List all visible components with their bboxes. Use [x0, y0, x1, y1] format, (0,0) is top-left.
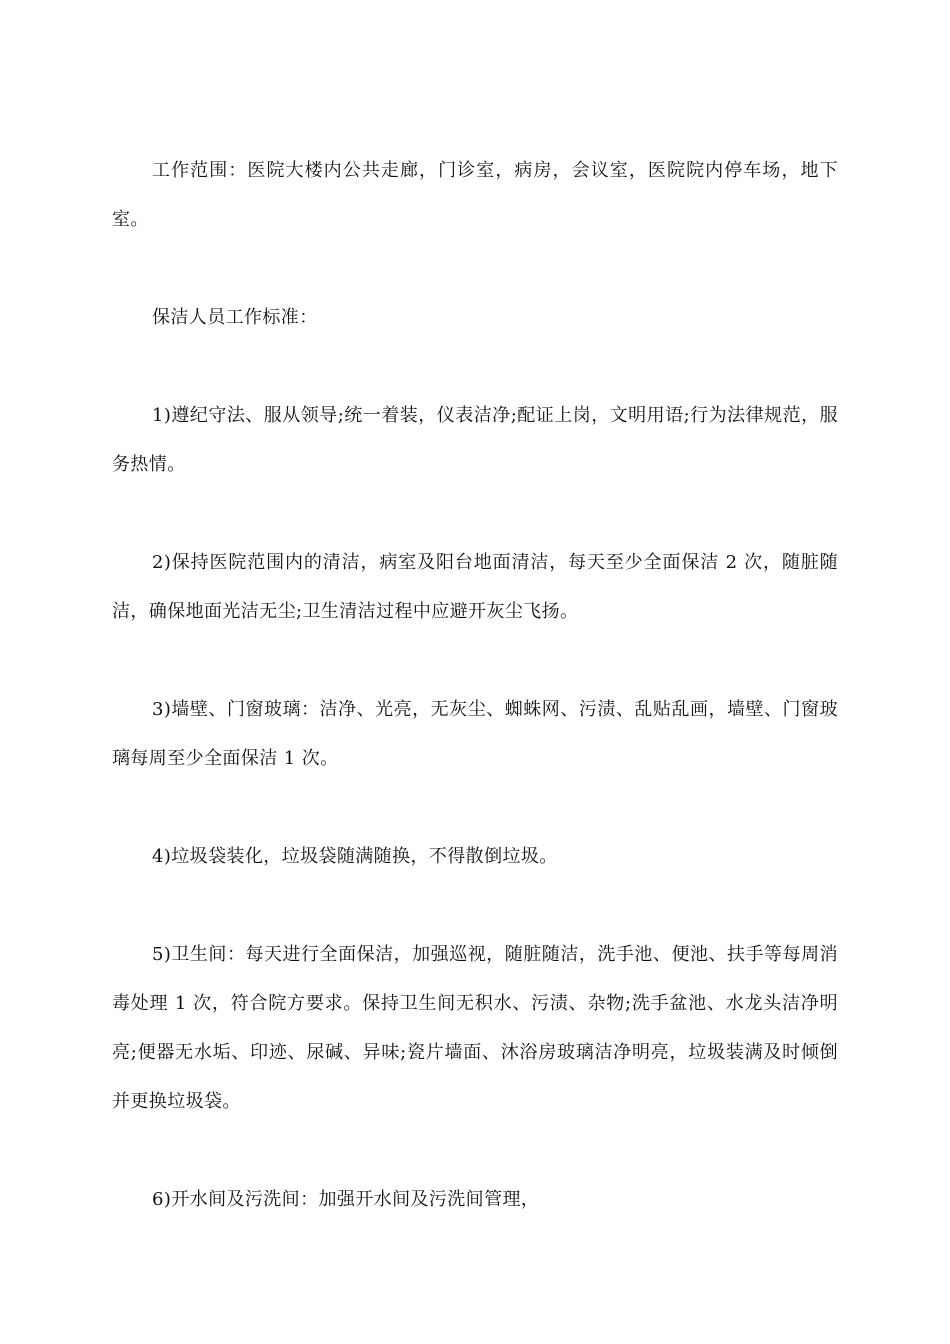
paragraph-item-2: 2)保持医院范围内的清洁，病室及阳台地面清洁，每天至少全面保洁 2 次，随脏随洁，确保地面光洁无尘;卫生清洁过程中应避开灰尘飞扬。	[112, 552, 838, 622]
paragraph-item-4: 4)垃圾袋装化，垃圾袋随满随换，不得散倒垃圾。	[152, 846, 558, 867]
paragraph-standards-heading: 保洁人员工作标准：	[152, 307, 318, 328]
paragraph-work-scope: 工作范围：医院大楼内公共走廊，门诊室，病房，会议室，医院院内停车场，地下室。	[112, 160, 838, 230]
paragraph-item-3: 3)墙壁、门窗玻璃：洁净、光亮，无灰尘、蜘蛛网、污渍、乱贴乱画，墙壁、门窗玻璃每周至少全面保洁 1 次。	[112, 699, 838, 769]
paragraph-item-1: 1)遵纪守法、服从领导;统一着装，仪表洁净;配证上岗，文明用语;行为法律规范，服务热情。	[112, 405, 838, 475]
paragraph-item-5: 5)卫生间：每天进行全面保洁，加强巡视，随脏随洁，洗手池、便池、扶手等每周消毒处理 1 次，符合院方要求。保持卫生间无积水、污渍、杂物;洗手盆池、水龙头洁净明亮;便器无水垢、印迹、尿碱、异味;瓷片墙面、沐浴房玻璃洁净明亮，垃圾装满及时倾倒并更换垃圾袋。	[112, 944, 838, 1112]
paragraph-item-6: 6)开水间及污洗间：加强开水间及污洗间管理，	[152, 1189, 540, 1210]
